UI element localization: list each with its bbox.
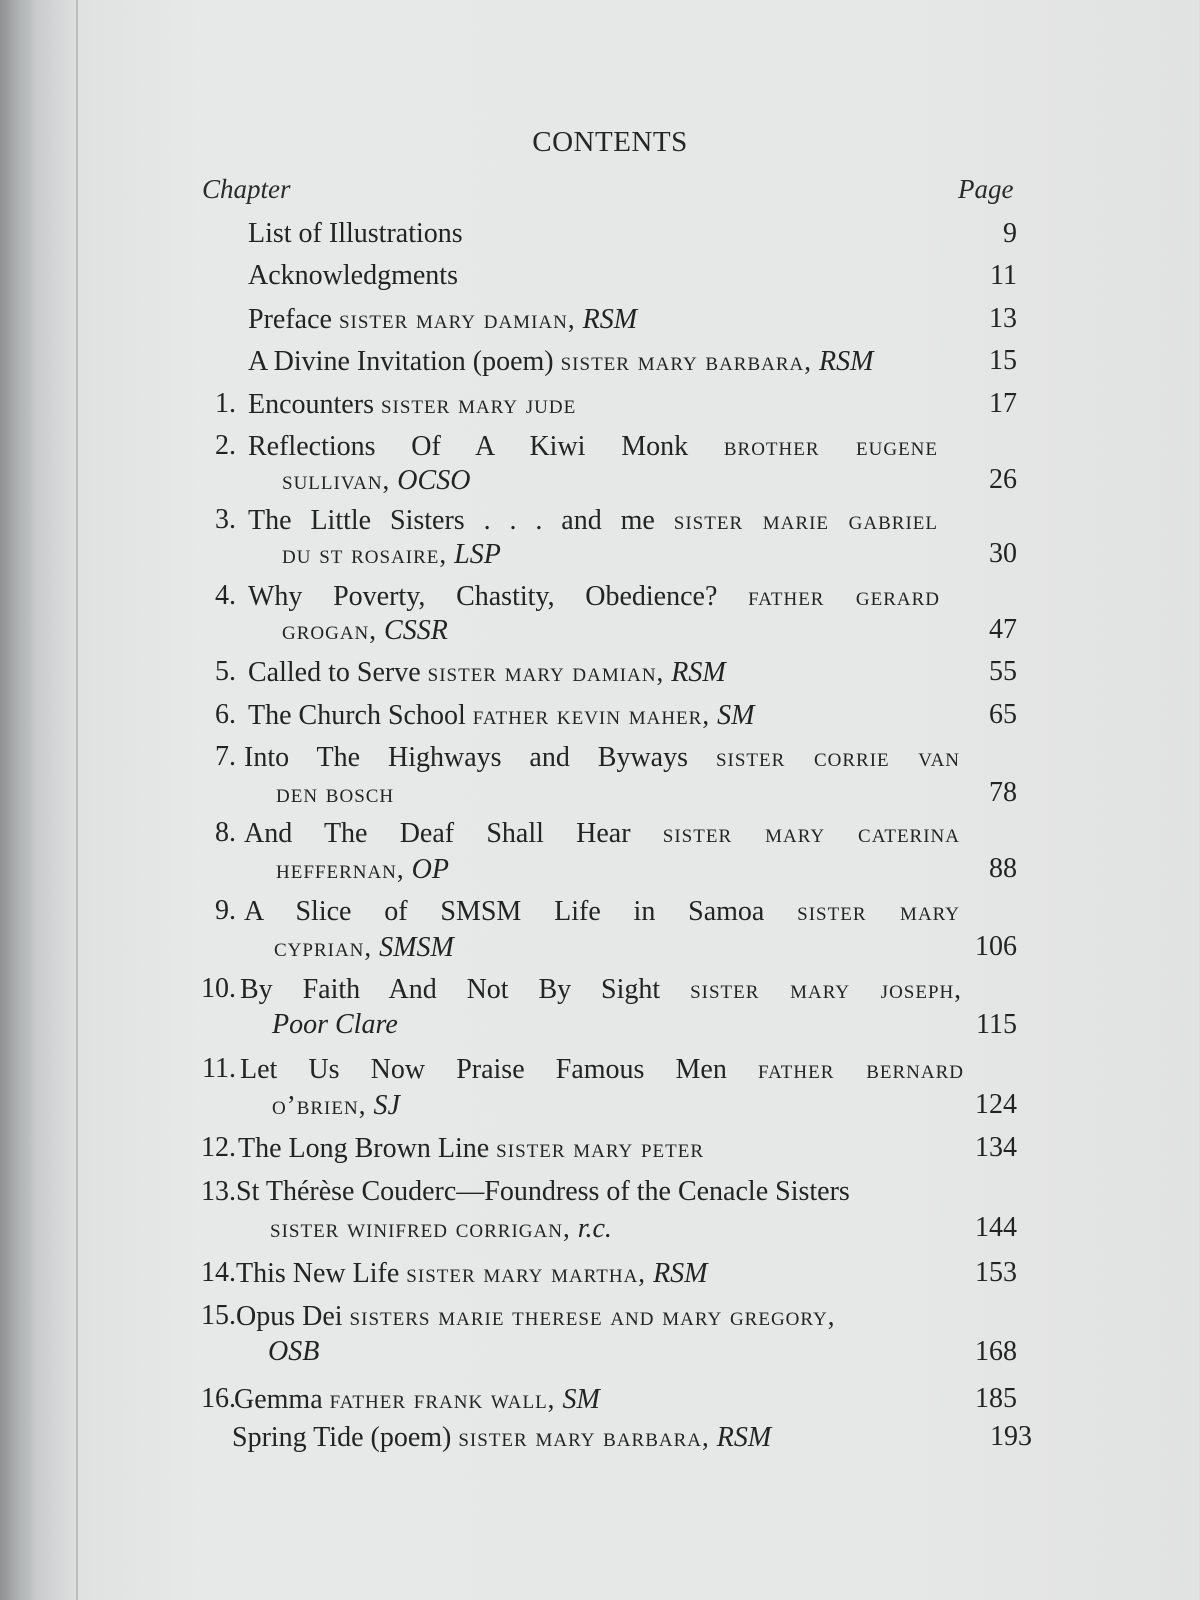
entry-page-number: 144 bbox=[975, 1212, 1017, 1243]
entry-title: Reflections Of A Kiwi Monk bbox=[248, 431, 689, 462]
entry-author: sister mary damian, bbox=[338, 304, 576, 334]
entry-author-continued: o’brien, bbox=[272, 1090, 367, 1120]
entry-title: List of Illustrations bbox=[248, 218, 463, 249]
entry-author: sister marie gabriel bbox=[673, 505, 938, 535]
entry-page-number: 55 bbox=[989, 656, 1017, 687]
entry-order-abbreviation: OCSO bbox=[397, 465, 471, 496]
chapter-number: 3. bbox=[215, 504, 236, 535]
entry-title: Let Us Now Praise Famous Men bbox=[240, 1054, 727, 1085]
entry-title: St Thérèse Couderc—Foundress of the Cenacle Sisters bbox=[236, 1176, 850, 1207]
entry-author: father gerard bbox=[748, 581, 941, 611]
entry-author: father frank wall, bbox=[329, 1384, 556, 1414]
entry-order-abbreviation: OP bbox=[411, 854, 449, 885]
entry-order-abbreviation: RSM bbox=[819, 346, 874, 377]
chapter-number: 12. bbox=[201, 1132, 236, 1163]
chapter-number: 1. bbox=[215, 388, 236, 419]
entry-title: And The Deaf Shall Hear bbox=[244, 818, 631, 849]
entry-page-number: 13 bbox=[989, 303, 1017, 334]
entry-order-abbreviation: RSM bbox=[716, 1422, 772, 1453]
entry-page-number: 15 bbox=[989, 345, 1017, 376]
entry-title: A Slice of SMSM Life in Samoa bbox=[244, 896, 765, 927]
chapter-number: 11. bbox=[202, 1053, 236, 1084]
entry-author: father kevin maher, bbox=[472, 700, 711, 730]
chapter-number: 2. bbox=[215, 430, 236, 461]
entry-title: The Church School bbox=[248, 700, 466, 731]
entry-title: By Faith And Not By Sight bbox=[240, 974, 661, 1005]
entry-title: A Divine Invitation (poem) bbox=[248, 346, 554, 377]
entry-title: Preface bbox=[248, 304, 332, 335]
entry-author: father bernard bbox=[757, 1054, 965, 1084]
entry-author: sister mary barbara, bbox=[560, 346, 813, 376]
entry-title: Gemma bbox=[234, 1384, 323, 1415]
entry-author-continued: sullivan, bbox=[282, 465, 391, 495]
entry-author: sister mary martha, bbox=[406, 1258, 647, 1288]
entry-page-number: 134 bbox=[975, 1132, 1017, 1163]
entry-order-abbreviation: RSM bbox=[582, 304, 638, 335]
entry-page-number: 168 bbox=[975, 1336, 1017, 1367]
entry-author: sister mary bbox=[797, 896, 961, 926]
entry-order-abbreviation: OSB bbox=[268, 1336, 320, 1367]
entry-author: sister corrie van bbox=[715, 742, 961, 772]
chapter-number: 5. bbox=[215, 656, 236, 687]
entry-page-number: 124 bbox=[975, 1089, 1017, 1120]
chapter-number: 13. bbox=[201, 1176, 236, 1207]
entry-title: Acknowledgments bbox=[248, 260, 458, 291]
entry-order-abbreviation: RSM bbox=[671, 657, 726, 688]
entry-title: Why Poverty, Chastity, Obedience? bbox=[248, 581, 718, 612]
entry-page-number: 47 bbox=[989, 614, 1017, 645]
entry-author: sister winifred corrigan, bbox=[270, 1213, 571, 1243]
chapter-number: 6. bbox=[215, 699, 236, 730]
chapter-number: 16. bbox=[201, 1383, 236, 1414]
entry-page-number: 193 bbox=[990, 1421, 1032, 1452]
entry-order-abbreviation: SJ bbox=[373, 1090, 400, 1121]
chapter-column-header: Chapter bbox=[202, 174, 291, 204]
entry-author-continued: den bosch bbox=[276, 778, 395, 808]
chapter-number: 7. bbox=[215, 741, 236, 772]
chapter-number: 10. bbox=[201, 973, 236, 1004]
chapter-number: 14. bbox=[201, 1257, 236, 1288]
chapter-number: 4. bbox=[215, 580, 236, 611]
entry-title: Spring Tide (poem) bbox=[232, 1422, 452, 1453]
entry-page-number: 26 bbox=[989, 464, 1017, 495]
entry-author: sister mary damian, bbox=[427, 657, 665, 687]
entry-page-number: 153 bbox=[975, 1257, 1017, 1288]
entry-page-number: 30 bbox=[989, 538, 1017, 569]
entry-page-number: 78 bbox=[989, 777, 1017, 808]
entry-order-abbreviation: SM bbox=[562, 1384, 600, 1415]
entry-author-continued: grogan, bbox=[282, 615, 378, 645]
entry-order-abbreviation: SMSM bbox=[379, 932, 454, 963]
entry-author: sister mary peter bbox=[496, 1133, 705, 1163]
page-column-header: Page bbox=[958, 174, 1014, 204]
entry-order-abbreviation: Poor Clare bbox=[272, 1009, 398, 1040]
entry-author-continued: cyprian, bbox=[274, 932, 373, 962]
entry-author: sisters marie therese and mary gregory, bbox=[349, 1301, 836, 1331]
entry-page-number: 106 bbox=[975, 931, 1017, 962]
entry-title: Into The Highways and Byways bbox=[244, 742, 689, 773]
entry-order-abbreviation: SM bbox=[717, 700, 755, 731]
entry-order-abbreviation: RSM bbox=[653, 1258, 708, 1289]
entry-author: sister mary jude bbox=[380, 389, 577, 419]
entry-order-abbreviation: CSSR bbox=[384, 615, 448, 646]
entry-order-abbreviation: r.c. bbox=[577, 1213, 612, 1244]
entry-author: sister mary joseph, bbox=[690, 974, 963, 1004]
chapter-number: 8. bbox=[215, 817, 236, 848]
entry-title: This New Life bbox=[236, 1258, 400, 1289]
entry-page-number: 17 bbox=[989, 388, 1017, 419]
entry-page-number: 115 bbox=[976, 1009, 1017, 1040]
entry-title: Opus Dei bbox=[236, 1301, 343, 1332]
chapter-number: 15. bbox=[201, 1300, 236, 1331]
entry-page-number: 65 bbox=[989, 699, 1017, 730]
entry-title: Encounters bbox=[248, 389, 374, 420]
page-title: CONTENTS bbox=[532, 126, 688, 158]
entry-author: sister mary caterina bbox=[662, 818, 960, 848]
entry-order-abbreviation: LSP bbox=[454, 539, 501, 570]
entry-author: brother eugene bbox=[723, 431, 938, 461]
entry-title: The Long Brown Line bbox=[238, 1133, 490, 1164]
entry-page-number: 185 bbox=[975, 1383, 1017, 1414]
entry-title: Called to Serve bbox=[248, 657, 421, 688]
entry-page-number: 9 bbox=[1003, 218, 1017, 249]
entry-page-number: 88 bbox=[989, 853, 1017, 884]
entry-title: The Little Sisters . . . and me bbox=[248, 505, 655, 536]
chapter-number: 9. bbox=[215, 895, 236, 926]
entry-author-continued: heffernan, bbox=[276, 854, 405, 884]
entry-page-number: 11 bbox=[990, 260, 1017, 291]
entry-author-continued: du st rosaire, bbox=[282, 539, 448, 569]
entry-author: sister mary barbara, bbox=[458, 1422, 710, 1452]
